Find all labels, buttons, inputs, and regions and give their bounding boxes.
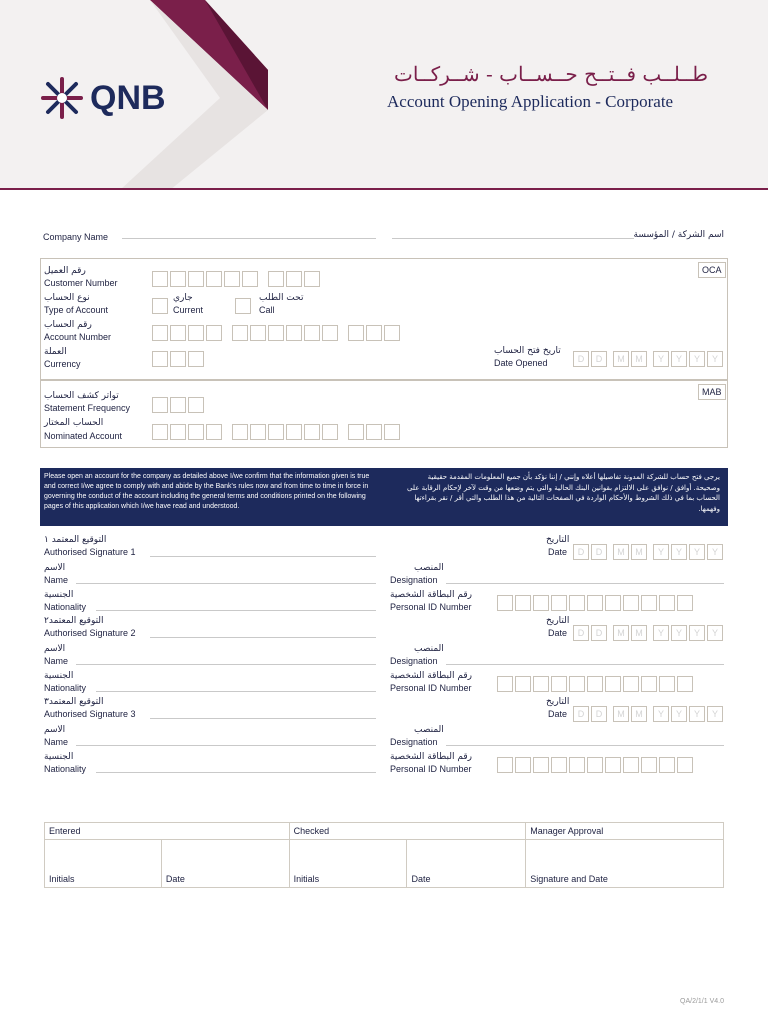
date-digit-box[interactable]: M xyxy=(631,706,647,722)
date-label: Date xyxy=(548,547,568,557)
digit-box[interactable] xyxy=(232,424,248,440)
digit-box[interactable] xyxy=(232,325,248,341)
digit-box[interactable] xyxy=(250,325,266,341)
digit-box[interactable] xyxy=(152,271,168,287)
date-opened-label-ar: تاريخ فتح الحساب xyxy=(494,346,561,356)
digit-box[interactable] xyxy=(152,424,168,440)
nationality-field[interactable] xyxy=(96,610,376,611)
date-digit-box[interactable]: D xyxy=(591,544,607,560)
customer-number-boxes[interactable] xyxy=(152,271,322,287)
nominated-account-boxes[interactable] xyxy=(152,424,402,440)
checked-header: Checked xyxy=(289,823,526,840)
date-digit-box[interactable]: M xyxy=(631,544,647,560)
digit-box[interactable] xyxy=(188,325,204,341)
date-digit-box[interactable]: Y xyxy=(689,625,705,641)
date-digit-box[interactable]: M xyxy=(613,544,629,560)
digit-box[interactable] xyxy=(623,676,639,692)
oca-tag: OCA xyxy=(698,262,726,278)
digit-box[interactable] xyxy=(224,271,240,287)
date-digit-box[interactable]: Y xyxy=(689,706,705,722)
date-opened-label: Date Opened xyxy=(494,358,548,368)
call-label: Call xyxy=(259,305,275,315)
statement-frequency-label-ar: تواتر كشف الحساب xyxy=(44,391,119,401)
date-digit-box[interactable]: Y xyxy=(671,351,687,367)
digit-box[interactable] xyxy=(641,595,657,611)
entered-date-cell[interactable]: Date xyxy=(161,840,289,888)
nationality-label: Nationality xyxy=(44,683,87,693)
digit-box[interactable] xyxy=(551,676,567,692)
digit-box[interactable] xyxy=(605,595,621,611)
designation-label-ar: المنصب xyxy=(414,725,444,735)
type-of-account-label-ar: نوع الحساب xyxy=(44,293,90,303)
authorised-signature-label-ar: التوقيع المعتمد٢ xyxy=(44,616,104,626)
date-digit-box[interactable]: M xyxy=(613,625,629,641)
authorised-signature-field[interactable] xyxy=(150,556,376,557)
digit-box[interactable] xyxy=(641,676,657,692)
digit-box[interactable] xyxy=(366,325,382,341)
digit-box[interactable] xyxy=(348,424,364,440)
digit-box[interactable] xyxy=(569,757,585,773)
digit-box[interactable] xyxy=(268,424,284,440)
personal-id-boxes[interactable] xyxy=(497,595,695,611)
date-digit-box[interactable]: M xyxy=(613,351,629,367)
date-digit-box[interactable]: Y xyxy=(707,544,723,560)
authorised-signature-field[interactable] xyxy=(150,637,376,638)
company-name-ar-field[interactable] xyxy=(392,238,634,239)
digit-box[interactable] xyxy=(286,271,302,287)
digit-box[interactable] xyxy=(641,757,657,773)
date-digit-box[interactable]: D xyxy=(573,625,589,641)
customer-number-label-ar: رقم العميل xyxy=(44,266,86,276)
digit-box[interactable] xyxy=(659,757,675,773)
digit-box[interactable] xyxy=(188,424,204,440)
digit-box[interactable] xyxy=(587,595,603,611)
date-label: Date xyxy=(548,628,568,638)
date-digit-box[interactable]: Y xyxy=(653,625,669,641)
entered-header: Entered xyxy=(45,823,290,840)
brand-name: QNB xyxy=(90,78,166,117)
char-box[interactable] xyxy=(188,351,204,367)
name-field[interactable] xyxy=(76,745,376,746)
char-box[interactable] xyxy=(152,397,168,413)
date-digit-box[interactable]: Y xyxy=(653,351,669,367)
date-digit-box[interactable]: Y xyxy=(689,351,705,367)
signature-date-boxes[interactable] xyxy=(573,706,725,722)
designation-label: Designation xyxy=(390,656,438,666)
manager-approval-header: Manager Approval xyxy=(526,823,724,840)
customer-number-label: Customer Number xyxy=(44,278,118,288)
digit-box[interactable] xyxy=(188,271,204,287)
mab-tag: MAB xyxy=(698,384,726,400)
nationality-field[interactable] xyxy=(96,691,376,692)
declaration-notice xyxy=(40,468,728,526)
approval-table xyxy=(44,822,724,888)
digit-box[interactable] xyxy=(551,595,567,611)
digit-box[interactable] xyxy=(569,676,585,692)
digit-box[interactable] xyxy=(677,595,693,611)
digit-box[interactable] xyxy=(268,325,284,341)
company-name-label-ar: اسم الشركة / المؤسسة xyxy=(633,230,724,240)
name-label: Name xyxy=(44,656,69,666)
digit-box[interactable] xyxy=(533,595,549,611)
digit-box[interactable] xyxy=(242,271,258,287)
digit-box[interactable] xyxy=(623,595,639,611)
entered-initials-cell[interactable]: Initials xyxy=(45,840,162,888)
digit-box[interactable] xyxy=(170,325,186,341)
declaration-text: Please open an account for the company as detailed above I/we confirm that the information given is true and correct I/we agree to comply with and abide by the Bank's rules now and from time to time in force in governing the conduct of the account including the general terms and conditions printed on the following pages of this application which I/we have read and understood. xyxy=(44,473,370,510)
digit-box[interactable] xyxy=(322,325,338,341)
personal-id-label-ar: رقم البطاقة الشخصية xyxy=(390,752,472,762)
digit-box[interactable] xyxy=(268,271,284,287)
personal-id-label: Personal ID Number xyxy=(390,683,472,693)
nominated-account-label-ar: الحساب المختار xyxy=(44,418,104,428)
digit-box[interactable] xyxy=(497,757,513,773)
name-field[interactable] xyxy=(76,583,376,584)
type-of-account-label: Type of Account xyxy=(44,305,109,315)
authorised-signature-label: Authorised Signature 1 xyxy=(44,547,136,557)
date-digit-box[interactable]: Y xyxy=(707,625,723,641)
digit-box[interactable] xyxy=(304,271,320,287)
digit-box[interactable] xyxy=(366,424,382,440)
digit-box[interactable] xyxy=(515,676,531,692)
authorised-signature-field[interactable] xyxy=(150,718,376,719)
digit-box[interactable] xyxy=(286,424,302,440)
date-digit-box[interactable]: Y xyxy=(653,706,669,722)
authorised-signature-label-ar: التوقيع المعتمد ١ xyxy=(44,535,107,545)
personal-id-boxes[interactable] xyxy=(497,757,695,773)
designation-label: Designation xyxy=(390,575,438,585)
date-label-ar: التاريخ xyxy=(546,697,570,707)
currency-label-ar: العملة xyxy=(44,347,67,357)
digit-box[interactable] xyxy=(304,424,320,440)
name-field[interactable] xyxy=(76,664,376,665)
currency-boxes[interactable] xyxy=(152,351,206,367)
digit-box[interactable] xyxy=(605,757,621,773)
digit-box[interactable] xyxy=(206,271,222,287)
digit-box[interactable] xyxy=(304,325,320,341)
digit-box[interactable] xyxy=(551,757,567,773)
call-checkbox[interactable] xyxy=(235,298,251,314)
digit-box[interactable] xyxy=(659,595,675,611)
name-label: Name xyxy=(44,575,69,585)
date-digit-box[interactable]: Y xyxy=(707,351,723,367)
qnb-star-icon xyxy=(40,76,84,120)
digit-box[interactable] xyxy=(533,757,549,773)
digit-box[interactable] xyxy=(170,424,186,440)
date-label: Date xyxy=(548,709,568,719)
call-label-ar: تحت الطلب xyxy=(259,293,304,303)
name-label-ar: الاسم xyxy=(44,725,66,735)
designation-label: Designation xyxy=(390,737,438,747)
date-label-ar: التاريخ xyxy=(546,616,570,626)
date-opened-boxes[interactable] xyxy=(573,351,725,367)
page-title: Account Opening Application - Corporate xyxy=(387,92,674,111)
declaration-text-ar: يرجى فتح حساب للشركة المدونة تفاصيلها أعلاه وإنني / إننا نؤكد بأن جميع المعلومات المقدمة حقيقية وصحيحة. أوافق / نوافق على الالتزام بقوانين البنك الحالية والتي يتم وضعها من وقت لآخر لإحكام الرقابة على الحساب بما في ذلك الشروط والأحكام الواردة في الصفحات التالية من هذا الطلب والتي أقر / نقر بقراءتها وفهمها. xyxy=(407,473,720,513)
form-code: QA/2/1/1 V4.0 xyxy=(680,998,724,1005)
date-digit-box[interactable]: Y xyxy=(653,544,669,560)
digit-box[interactable] xyxy=(170,271,186,287)
signature-date-boxes[interactable] xyxy=(573,544,725,560)
digit-box[interactable] xyxy=(677,757,693,773)
current-label: Current xyxy=(173,305,204,315)
digit-box[interactable] xyxy=(569,595,585,611)
account-number-boxes[interactable] xyxy=(152,325,402,341)
digit-box[interactable] xyxy=(322,424,338,440)
signature-date-boxes[interactable] xyxy=(573,625,725,641)
date-digit-box[interactable]: M xyxy=(631,351,647,367)
digit-box[interactable] xyxy=(152,325,168,341)
char-box[interactable] xyxy=(188,397,204,413)
date-digit-box[interactable]: Y xyxy=(671,625,687,641)
nationality-label-ar: الجنسية xyxy=(44,590,74,600)
date-digit-box[interactable]: Y xyxy=(671,706,687,722)
name-label-ar: الاسم xyxy=(44,644,66,654)
designation-field[interactable] xyxy=(446,583,724,584)
current-checkbox[interactable] xyxy=(152,298,168,314)
authorised-signature-label: Authorised Signature 3 xyxy=(44,709,136,719)
nominated-account-label: Nominated Account xyxy=(44,431,123,441)
authorised-signature-label-ar: التوقيع المعتمد٣ xyxy=(44,697,104,707)
date-digit-box[interactable]: D xyxy=(573,544,589,560)
nationality-label: Nationality xyxy=(44,602,87,612)
digit-box[interactable] xyxy=(250,424,266,440)
date-digit-box[interactable]: D xyxy=(573,351,589,367)
personal-id-label: Personal ID Number xyxy=(390,764,472,774)
company-name-label: Company Name xyxy=(43,232,109,242)
designation-field[interactable] xyxy=(446,745,724,746)
digit-box[interactable] xyxy=(677,676,693,692)
page-title-ar: طــلــب فــتــح حــســاب - شــركــات xyxy=(394,62,708,86)
name-label: Name xyxy=(44,737,69,747)
statement-frequency-boxes[interactable] xyxy=(152,397,206,413)
company-name-field[interactable] xyxy=(122,238,376,239)
qnb-logo xyxy=(40,76,166,120)
digit-box[interactable] xyxy=(497,595,513,611)
date-digit-box[interactable]: D xyxy=(591,351,607,367)
header xyxy=(0,0,768,190)
digit-box[interactable] xyxy=(497,676,513,692)
date-digit-box[interactable]: M xyxy=(631,625,647,641)
digit-box[interactable] xyxy=(384,424,400,440)
digit-box[interactable] xyxy=(286,325,302,341)
statement-frequency-label: Statement Frequency xyxy=(44,403,131,413)
currency-label: Currency xyxy=(44,359,81,369)
date-digit-box[interactable]: D xyxy=(591,706,607,722)
personal-id-boxes[interactable] xyxy=(497,676,695,692)
personal-id-label-ar: رقم البطاقة الشخصية xyxy=(390,590,472,600)
digit-box[interactable] xyxy=(587,676,603,692)
digit-box[interactable] xyxy=(623,757,639,773)
designation-label-ar: المنصب xyxy=(414,644,444,654)
nationality-label-ar: الجنسية xyxy=(44,752,74,762)
date-digit-box[interactable]: Y xyxy=(707,706,723,722)
checked-initials-cell[interactable]: Initials xyxy=(289,840,407,888)
nationality-label-ar: الجنسية xyxy=(44,671,74,681)
designation-label-ar: المنصب xyxy=(414,563,444,573)
date-label-ar: التاريخ xyxy=(546,535,570,545)
nationality-field[interactable] xyxy=(96,772,376,773)
manager-signature-cell[interactable]: Signature and Date xyxy=(526,840,724,888)
char-box[interactable] xyxy=(170,397,186,413)
digit-box[interactable] xyxy=(515,595,531,611)
digit-box[interactable] xyxy=(348,325,364,341)
account-number-label: Account Number xyxy=(44,332,112,342)
digit-box[interactable] xyxy=(384,325,400,341)
digit-box[interactable] xyxy=(659,676,675,692)
nationality-label: Nationality xyxy=(44,764,87,774)
checked-date-cell[interactable]: Date xyxy=(407,840,526,888)
personal-id-label: Personal ID Number xyxy=(390,602,472,612)
authorised-signature-label: Authorised Signature 2 xyxy=(44,628,136,638)
personal-id-label-ar: رقم البطاقة الشخصية xyxy=(390,671,472,681)
current-label-ar: جاري xyxy=(173,293,193,303)
digit-box[interactable] xyxy=(206,424,222,440)
date-digit-box[interactable]: D xyxy=(591,625,607,641)
date-digit-box[interactable]: Y xyxy=(671,544,687,560)
digit-box[interactable] xyxy=(206,325,222,341)
char-box[interactable] xyxy=(170,351,186,367)
date-digit-box[interactable]: M xyxy=(613,706,629,722)
name-label-ar: الاسم xyxy=(44,563,66,573)
digit-box[interactable] xyxy=(533,676,549,692)
digit-box[interactable] xyxy=(605,676,621,692)
account-number-label-ar: رقم الحساب xyxy=(44,320,92,330)
digit-box[interactable] xyxy=(587,757,603,773)
date-digit-box[interactable]: Y xyxy=(689,544,705,560)
date-digit-box[interactable]: D xyxy=(573,706,589,722)
digit-box[interactable] xyxy=(515,757,531,773)
char-box[interactable] xyxy=(152,351,168,367)
designation-field[interactable] xyxy=(446,664,724,665)
